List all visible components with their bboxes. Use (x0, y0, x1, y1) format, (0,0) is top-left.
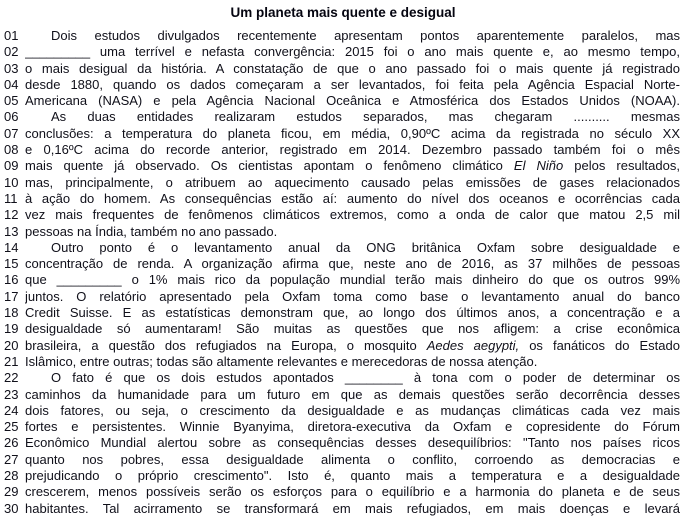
text-line (0, 175, 686, 191)
line-number: 05 (4, 93, 19, 109)
line-text: _________ uma terrível e nefasta convergência: 2015 foi o ano mais quente e, ao mesmo tempo, (25, 44, 680, 60)
line-number: 25 (4, 419, 19, 435)
text-line (0, 44, 686, 60)
line-number: 28 (4, 468, 19, 484)
line-number: 08 (4, 142, 19, 158)
line-number: 09 (4, 158, 19, 174)
line-text: crescerem, menos possíveis serão os esforços para o equilíbrio e a harmonia do planeta e de seus (25, 484, 680, 500)
text-line (0, 501, 686, 517)
line-text: As duas entidades realizaram estudos separados, mas chegaram .......... mesmas (51, 109, 680, 125)
line-text: Econômico Mundial alertou sobre as consequências desses desequilíbrios: "Tanto nos países ricos (25, 435, 680, 451)
text-line (0, 207, 686, 223)
line-text: conclusões: a temperatura do planeta ficou, em média, 0,90ºC acima da registrada no século XX (25, 125, 680, 141)
text-line (0, 28, 686, 44)
text-line (0, 435, 686, 451)
line-number: 10 (4, 174, 19, 190)
line-number: 12 (4, 207, 19, 223)
line-text: o mais desigual da história. A constatação de que o ano passado foi o mais quente já registrado (25, 60, 680, 76)
line-text: Islâmico, entre outras; todas são altamente relevantes e merecedoras de nossa atenção. (25, 353, 538, 369)
line-text: e 0,16ºC acima do recorde anterior, registrado em 2014. Dezembro passado também foi o mês (25, 142, 680, 158)
text-line (0, 272, 686, 288)
line-number: 03 (4, 60, 19, 76)
line-text: concentração de renda. A organização afirma que, neste ano de 2016, as 37 milhões de pessoas (25, 256, 680, 272)
line-text: vez mais frequentes de fenômenos climáticos extremos, como a onda de calor que matou 2,5 mil (25, 207, 680, 223)
line-number: 20 (4, 337, 19, 353)
line-number: 16 (4, 272, 19, 288)
line-text: Outro ponto é o levantamento anual da ONG britânica Oxfam sobre desigualdade e (51, 239, 680, 255)
text-line (0, 305, 686, 321)
line-text: Credit Suisse. E as estatísticas demonstram que, ao longo dos últimos anos, a concentração e a (25, 305, 680, 321)
text-line (0, 387, 686, 403)
line-text: desde 1880, quando os dados começaram a ser levantados, foi feita pela Agência Espacial Norte- (25, 76, 680, 92)
line-text: quanto nos pobres, essa desigualdade alimenta o conflito, corroendo as democracias e (25, 451, 680, 467)
line-number: 04 (4, 76, 19, 92)
line-text: prejudicando o próprio crescimento". Isto é, quanto mais a temperatura e a desigualdade (25, 468, 680, 484)
text-line (0, 354, 686, 370)
line-number: 23 (4, 386, 19, 402)
text-line (0, 61, 686, 77)
text-line (0, 289, 686, 305)
text-line (0, 468, 686, 484)
line-text: à ação do homem. As consequências estão aí: aumento do nível dos oceanos e ocorrências cada (25, 190, 680, 206)
line-number: 06 (4, 109, 19, 125)
document-title: Um planeta mais quente e desigual (230, 5, 456, 20)
line-text: caminhos da humanidade para um futuro em que as demais questões serão decorrência desses (25, 386, 680, 402)
line-text: Dois estudos divulgados recentemente apresentam pontos aparentemente paralelos, mas (51, 28, 680, 43)
text-line (0, 370, 686, 386)
text-line (0, 224, 686, 240)
line-text: habitantes. Tal acirramento se transformará em mais refugiados, em mais doenças e levará (25, 500, 680, 516)
line-text: Americana (NASA) e pela Agência Nacional Oceânica e Atmosférica dos Estados Unidos (NOAA). (25, 93, 680, 109)
text-line (0, 338, 686, 354)
line-text: desigualdade só aumentaram! São muitas as questões que nos afligem: a crise econômica (25, 321, 680, 337)
line-text: mas, principalmente, o atribuem ao aquecimento causado pelas emissões de gases relacionados (25, 174, 680, 190)
line-text: mais quente já observado. Os cientistas apontam o fenômeno climático El Niño pelos resultados, (25, 158, 680, 174)
text-line (0, 321, 686, 337)
line-text: juntos. O relatório apresentado pela Oxfam toma como base o levantamento anual do banco (25, 288, 680, 304)
line-number: 07 (4, 125, 19, 141)
text-line (0, 126, 686, 142)
text-line (0, 109, 686, 125)
line-number: 19 (4, 321, 19, 337)
text-line (0, 240, 686, 256)
line-text: dois fatores, ou seja, o crescimento da desigualdade e as mudanças climáticas cada vez mais (25, 402, 680, 418)
text-line (0, 484, 686, 500)
text-line (0, 419, 686, 435)
text-line (0, 191, 686, 207)
text-line (0, 142, 686, 158)
text-line (0, 403, 686, 419)
text-line (0, 93, 686, 109)
text-line (0, 256, 686, 272)
line-number: 24 (4, 402, 19, 418)
line-number: 15 (4, 256, 19, 272)
line-number: 01 (4, 28, 19, 43)
line-number: 21 (4, 353, 19, 369)
line-number: 13 (4, 223, 19, 239)
text-line (0, 452, 686, 468)
line-number: 11 (4, 190, 18, 206)
line-text: fortes e persistentes. Winnie Byanyima, diretora-executiva da Oxfam e copresidente do Fórum (25, 419, 680, 435)
line-number: 17 (4, 288, 19, 304)
text-line (0, 77, 686, 93)
line-number: 14 (4, 239, 19, 255)
line-text: O fato é que os dois estudos apontados ________ à tona com o poder de determinar os (51, 370, 680, 386)
line-number: 02 (4, 44, 19, 60)
line-number: 18 (4, 305, 19, 321)
line-number: 27 (4, 451, 19, 467)
line-number: 26 (4, 435, 19, 451)
line-text: pessoas na Índia, também no ano passado. (25, 223, 278, 239)
line-text: que _________ o 1% mais rico da população mundial terão mais dinheiro do que os outros 99% (25, 272, 680, 288)
text-line (0, 158, 686, 174)
line-number: 22 (4, 370, 19, 386)
line-number: 29 (4, 484, 19, 500)
line-number: 30 (4, 500, 19, 516)
document-body (0, 28, 686, 517)
line-text: brasileira, a questão dos refugiados na Europa, o mosquito Aedes aegypti, os fanáticos do Estado (25, 337, 680, 353)
